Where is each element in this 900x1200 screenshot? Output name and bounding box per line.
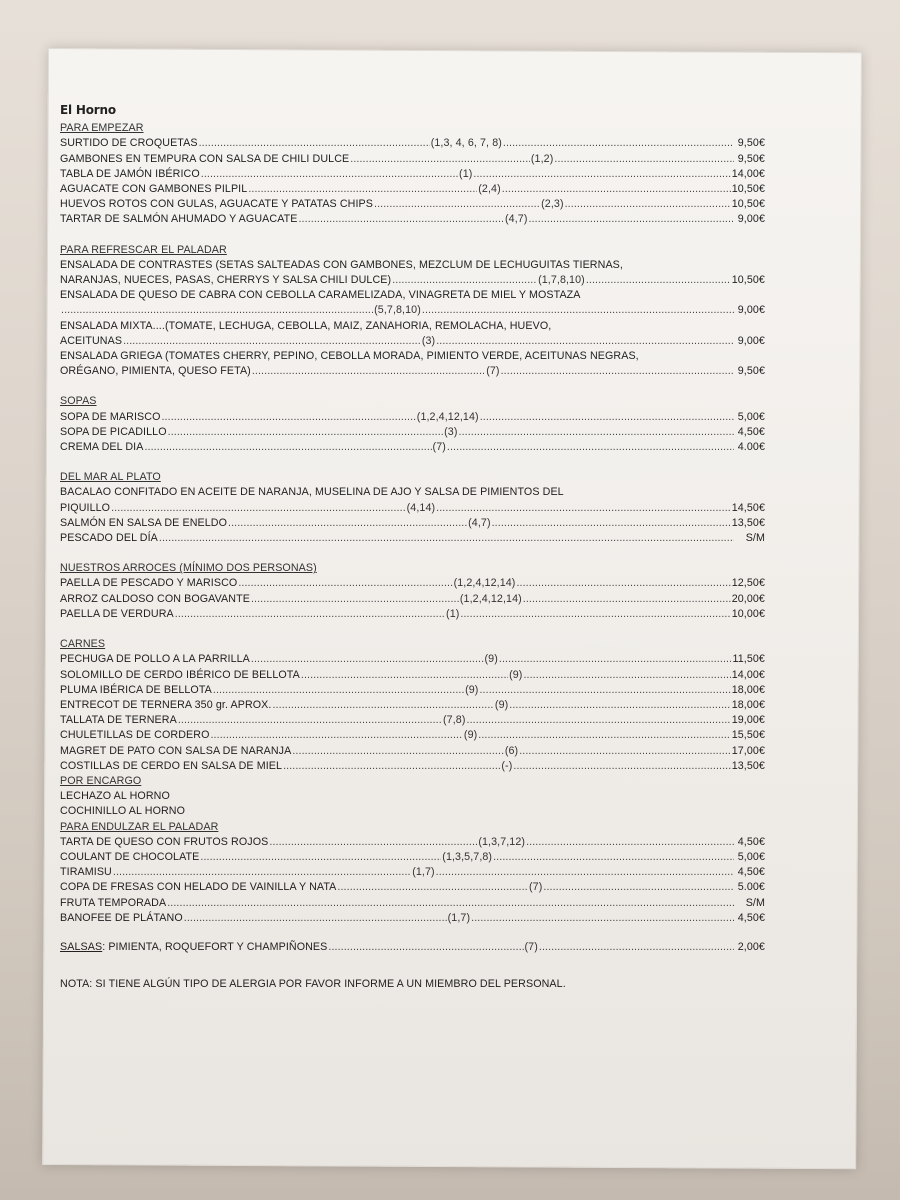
- item-price: 10,50€: [731, 183, 765, 196]
- leader-dots: [213, 683, 464, 698]
- leader-dots: [492, 516, 731, 531]
- menu-item: [60, 136, 765, 151]
- menu-item: [60, 303, 765, 318]
- item-name: MAGRET DE PATO CON SALSA DE NARANJA: [60, 744, 292, 757]
- leader-dots: [184, 911, 447, 926]
- section-title: SOPAS: [60, 395, 97, 408]
- item-price: 14,50€: [731, 501, 765, 514]
- item-allergens: (4,7): [468, 516, 491, 529]
- leader-dots: [159, 531, 734, 546]
- item-name: PECHUGA DE POLLO A LA PARRILLA: [60, 653, 250, 666]
- leader-dots: [201, 167, 458, 182]
- item-price: 13,50€: [731, 516, 765, 529]
- menu-text-line: ENSALADA DE QUESO DE CABRA CON CEBOLLA CARAMELIZADA, VINAGRETA DE MIEL Y MOSTAZA: [60, 289, 581, 302]
- item-name: CREMA DEL DIA: [60, 441, 144, 454]
- item-allergens: (1,7,8,10): [538, 274, 585, 287]
- item-name: ACEITUNAS: [60, 334, 123, 347]
- item-allergens: (9): [494, 698, 509, 711]
- item-allergens: (6): [504, 744, 519, 757]
- item-price: 14,00€: [731, 668, 765, 681]
- item-price: 9,00€: [737, 213, 765, 226]
- menu-content: [60, 103, 765, 992]
- leader-dots: [301, 668, 508, 683]
- menu-item: [60, 273, 765, 288]
- leader-dots: [283, 759, 500, 774]
- menu-item: [60, 410, 765, 425]
- item-allergens: (7): [486, 365, 500, 378]
- item-name: SOPA DE MARISCO: [60, 410, 161, 423]
- leader-dots: [269, 835, 477, 850]
- item-name: SOLOMILLO DE CERDO IBÉRICO DE BELLOTA: [60, 668, 300, 681]
- leader-dots: [175, 607, 445, 622]
- leader-dots: [467, 713, 731, 728]
- item-allergens: (4,7): [505, 213, 528, 226]
- menu-item: [60, 744, 765, 759]
- item-price: 18,00€: [731, 683, 765, 696]
- item-name: ARROZ CALDOSO CON BOGAVANTE: [60, 592, 250, 605]
- menu-item: [60, 592, 765, 607]
- leader-dots: [111, 501, 406, 516]
- item-price: 19,00€: [731, 714, 765, 727]
- leader-dots: [199, 136, 430, 151]
- menu-title: El Horno: [60, 103, 116, 117]
- menu-item: [60, 896, 765, 911]
- leader-dots: [554, 152, 734, 167]
- item-name: TALLATA DE TERNERA: [60, 714, 177, 727]
- item-name: BANOFEE DE PLÁTANO: [60, 911, 183, 924]
- leader-dots: [374, 197, 540, 212]
- item-name: ENTRECOT DE TERNERA 350 gr. APROX.: [60, 698, 272, 711]
- menu-item: [60, 531, 765, 546]
- menu-item: [60, 728, 765, 743]
- item-name: COPA DE FRESAS CON HELADO DE VAINILLA Y NATA: [60, 881, 337, 894]
- item-allergens: (1): [459, 167, 473, 180]
- menu-item: [60, 516, 765, 531]
- item-allergens: (1,2,4,12,14): [416, 410, 479, 423]
- leader-dots: [526, 835, 734, 850]
- item-allergens: (1,7): [412, 866, 435, 879]
- leader-dots: [528, 212, 734, 227]
- leader-dots: [272, 698, 493, 713]
- item-allergens: (1): [446, 607, 460, 620]
- menu-text-line: ENSALADA DE CONTRASTES (SETAS SALTEADAS CON GAMBONES, MEZCLUM DE LECHUGUITAS TIERNAS,: [60, 258, 623, 271]
- allergy-note: NOTA: SI TIENE ALGÚN TIPO DE ALERGIA POR FAVOR INFORME A UN MIEMBRO DEL PERSONAL.: [60, 978, 566, 991]
- leader-dots: [501, 364, 734, 379]
- section-title: CARNES: [60, 638, 106, 651]
- menu-section: [60, 561, 765, 622]
- menu-item: [60, 501, 765, 516]
- menu-section: [60, 121, 765, 227]
- salsas-price: 2,00€: [737, 940, 765, 953]
- leader-dots: [251, 652, 484, 667]
- menu-item: [60, 698, 765, 713]
- menu-section: [60, 470, 765, 546]
- item-name: TARTA DE QUESO CON FRUTOS ROJOS: [60, 835, 269, 848]
- item-name: SURTIDO DE CROQUETAS: [60, 137, 198, 150]
- item-price: 4,50€: [737, 911, 765, 924]
- menu-section: [60, 243, 765, 380]
- salsas-text: : PIMIENTA, ROQUEFORT Y CHAMPIÑONES: [102, 940, 328, 953]
- item-allergens: (9): [484, 653, 498, 666]
- leader-dots: [113, 865, 411, 880]
- item-allergens: (1,3,7,12): [478, 835, 526, 848]
- item-name: PLUMA IBÉRICA DE BELLOTA: [60, 683, 212, 696]
- leader-dots: [392, 273, 537, 288]
- leader-dots: [519, 744, 730, 759]
- item-allergens: (1,7): [447, 911, 471, 924]
- menu-text-line: BACALAO CONFITADO EN ACEITE DE NARANJA, MUSELINA DE AJO Y SALSA DE PIMIENTOS DEL: [60, 486, 564, 499]
- item-name: ORÉGANO, PIMIENTA, QUESO FETA): [60, 365, 251, 378]
- item-name: TIRAMISU: [60, 866, 112, 879]
- menu-item: [60, 425, 765, 440]
- section-title: POR ENCARGO: [60, 774, 142, 787]
- leader-dots: [167, 896, 734, 911]
- menu-section: [60, 774, 765, 820]
- item-allergens: (2,3): [541, 198, 564, 211]
- menu-item: [60, 835, 765, 850]
- item-allergens: (4,14): [406, 501, 436, 514]
- menu-item: [60, 197, 765, 212]
- leader-dots: [123, 334, 421, 349]
- menu-item: [60, 334, 765, 349]
- leader-dots: [252, 364, 485, 379]
- leader-dots: [480, 410, 734, 425]
- leader-dots: [493, 850, 734, 865]
- menu-section: [60, 637, 765, 774]
- item-allergens: (7,8): [443, 714, 466, 727]
- menu-item: [60, 652, 765, 667]
- item-name: PESCADO DEL DÍA: [60, 532, 158, 545]
- item-price: 5,00€: [737, 850, 765, 863]
- item-price: 10,00€: [731, 607, 765, 620]
- leader-dots: [228, 516, 467, 531]
- leader-dots: [210, 728, 462, 743]
- item-name: AGUACATE CON GAMBONES PILPIL: [60, 183, 248, 196]
- item-price: 10,50€: [731, 198, 765, 211]
- leader-dots: [248, 182, 477, 197]
- item-name: CHULETILLAS DE CORDERO: [60, 729, 210, 742]
- leader-dots: [292, 744, 503, 759]
- leader-dots: [459, 425, 734, 440]
- item-name: FRUTA TEMPORADA: [60, 896, 167, 909]
- item-allergens: (1,2,4,12,14): [453, 577, 516, 590]
- menu-item: [60, 759, 765, 774]
- menu-text-line: LECHAZO AL HORNO: [60, 790, 170, 803]
- leader-dots: [539, 940, 734, 955]
- item-name: SOPA DE PICADILLO: [60, 425, 167, 438]
- leader-dots: [436, 501, 731, 516]
- item-price: 5,00€: [737, 410, 765, 423]
- leader-dots: [447, 440, 734, 455]
- item-price: 4,50€: [737, 835, 765, 848]
- item-price: 4,50€: [737, 425, 765, 438]
- leader-dots: [337, 880, 528, 895]
- item-price: 20,00€: [731, 592, 765, 605]
- item-name: PAELLA DE PESCADO Y MARISCO: [60, 577, 238, 590]
- item-allergens: (7): [529, 881, 543, 894]
- menu-item: [60, 182, 765, 197]
- leader-dots: [144, 440, 431, 455]
- menu-section: [60, 394, 765, 455]
- leader-dots: [503, 136, 734, 151]
- menu-section: [60, 820, 765, 926]
- section-title: DEL MAR AL PLATO: [60, 471, 161, 484]
- item-price: 4.00€: [737, 441, 765, 454]
- leader-dots: [565, 197, 731, 212]
- section-title: PARA ENDULZAR EL PALADAR: [60, 820, 219, 833]
- menu-item: [60, 850, 765, 865]
- salsas-name: [60, 940, 327, 955]
- item-allergens: (1,3, 4, 6, 7, 8): [430, 137, 502, 150]
- item-price: 9,00€: [737, 334, 765, 347]
- item-price: 9,00€: [737, 304, 765, 317]
- menu-text-line: COCHINILLO AL HORNO: [60, 805, 186, 818]
- menu-item: [60, 576, 765, 591]
- item-allergens: (9): [509, 668, 523, 681]
- item-price: 12,50€: [731, 577, 765, 590]
- item-name: PIQUILLO: [60, 501, 111, 514]
- leader-dots: [422, 303, 734, 318]
- leader-dots: [350, 152, 530, 167]
- item-name: GAMBONES EN TEMPURA CON SALSA DE CHILI DULCE: [60, 152, 350, 165]
- menu-item: [60, 683, 765, 698]
- leader-dots: [473, 167, 730, 182]
- leader-dots: [543, 880, 734, 895]
- leader-dots: [436, 334, 734, 349]
- menu-item: [60, 911, 765, 926]
- item-price: 9,50€: [737, 365, 765, 378]
- leader-dots: [513, 759, 730, 774]
- item-allergens: (-): [501, 759, 513, 772]
- menu-item: [60, 364, 765, 379]
- item-price: 4,50€: [737, 866, 765, 879]
- leader-dots: [523, 668, 730, 683]
- leader-dots: [479, 683, 730, 698]
- menu-text-line: ENSALADA MIXTA....(TOMATE, LECHUGA, CEBOLLA, MAIZ, ZANAHORIA, REMOLACHA, HUEVO,: [60, 319, 552, 332]
- leader-dots: [478, 728, 730, 743]
- leader-dots: [502, 182, 731, 197]
- leader-dots: [298, 212, 504, 227]
- item-name: COSTILLAS DE CERDO EN SALSA DE MIEL: [60, 759, 283, 772]
- salsas-label: SALSAS: [60, 940, 103, 953]
- item-allergens: (9): [465, 683, 479, 696]
- leader-dots: [238, 576, 452, 591]
- menu-item: [60, 865, 765, 880]
- leader-dots: [200, 850, 441, 865]
- item-price: S/M: [745, 532, 765, 545]
- item-price: 5.00€: [737, 881, 765, 894]
- item-price: 13,50€: [731, 759, 765, 772]
- menu-item: [60, 440, 765, 455]
- item-price: 14,00€: [731, 167, 765, 180]
- item-allergens: (1,2): [530, 152, 554, 165]
- item-price: S/M: [745, 896, 765, 909]
- menu-text-line: ENSALADA GRIEGA (TOMATES CHERRY, PEPINO, CEBOLLA MORADA, PIMIENTO VERDE, ACEITUNAS NEGRAS,: [60, 350, 639, 363]
- item-price: 11,50€: [732, 653, 765, 666]
- item-allergens: (5,7,8,10): [374, 304, 421, 317]
- section-title: NUESTROS ARROCES (MÍNIMO DOS PERSONAS): [60, 562, 317, 575]
- leader-dots: [161, 410, 415, 425]
- menu-item: [60, 212, 765, 227]
- item-allergens: (9): [463, 729, 478, 742]
- leader-dots: [471, 911, 734, 926]
- leader-dots: [251, 592, 459, 607]
- section-title: PARA EMPEZAR: [60, 122, 144, 135]
- item-name: SALMÓN EN SALSA DE ENELDO: [60, 516, 228, 529]
- item-allergens: (3): [444, 425, 458, 438]
- leader-dots: [523, 592, 731, 607]
- item-price: 18,00€: [731, 698, 765, 711]
- menu-item: [60, 152, 765, 167]
- item-allergens: (3): [421, 334, 436, 347]
- menu-item: [60, 607, 765, 622]
- leader-dots: [499, 652, 732, 667]
- item-price: 15,50€: [731, 729, 765, 742]
- menu-sections: [60, 121, 765, 926]
- leader-dots: [436, 865, 734, 880]
- salsas-allergens: (7): [524, 940, 538, 953]
- item-allergens: (2,4): [478, 183, 501, 196]
- item-name: TARTAR DE SALMÓN AHUMADO Y AGUACATE: [60, 213, 298, 226]
- leader-dots: [586, 273, 731, 288]
- leader-dots: [328, 940, 523, 955]
- salsas-row: [60, 940, 765, 955]
- menu-item: [60, 713, 765, 728]
- item-price: 17,00€: [731, 744, 765, 757]
- salsas-section: [60, 940, 765, 955]
- item-name: NARANJAS, NUECES, PASAS, CHERRYS Y SALSA CHILI DULCE): [60, 274, 392, 287]
- item-name: PAELLA DE VERDURA: [60, 607, 174, 620]
- leader-dots: [460, 607, 730, 622]
- item-name: HUEVOS ROTOS CON GULAS, AGUACATE Y PATATAS CHIPS: [60, 198, 374, 211]
- menu-item: [60, 668, 765, 683]
- menu-item: [60, 167, 765, 182]
- item-allergens: (7): [432, 441, 446, 454]
- item-price: 9,50€: [737, 152, 765, 165]
- item-name: TABLA DE JAMÓN IBÉRICO: [60, 167, 200, 180]
- item-price: 9,50€: [737, 137, 765, 150]
- menu-item: [60, 880, 765, 895]
- item-name: COULANT DE CHOCOLATE: [60, 850, 200, 863]
- leader-dots: [178, 713, 442, 728]
- item-allergens: (1,2,4,12,14): [459, 592, 522, 605]
- leader-dots: [168, 425, 443, 440]
- item-allergens: (1,3,5,7,8): [442, 850, 493, 863]
- section-title: PARA REFRESCAR EL PALADAR: [60, 243, 227, 256]
- leader-dots: [61, 303, 373, 318]
- item-price: 10,50€: [731, 274, 765, 287]
- leader-dots: [509, 698, 730, 713]
- leader-dots: [516, 576, 730, 591]
